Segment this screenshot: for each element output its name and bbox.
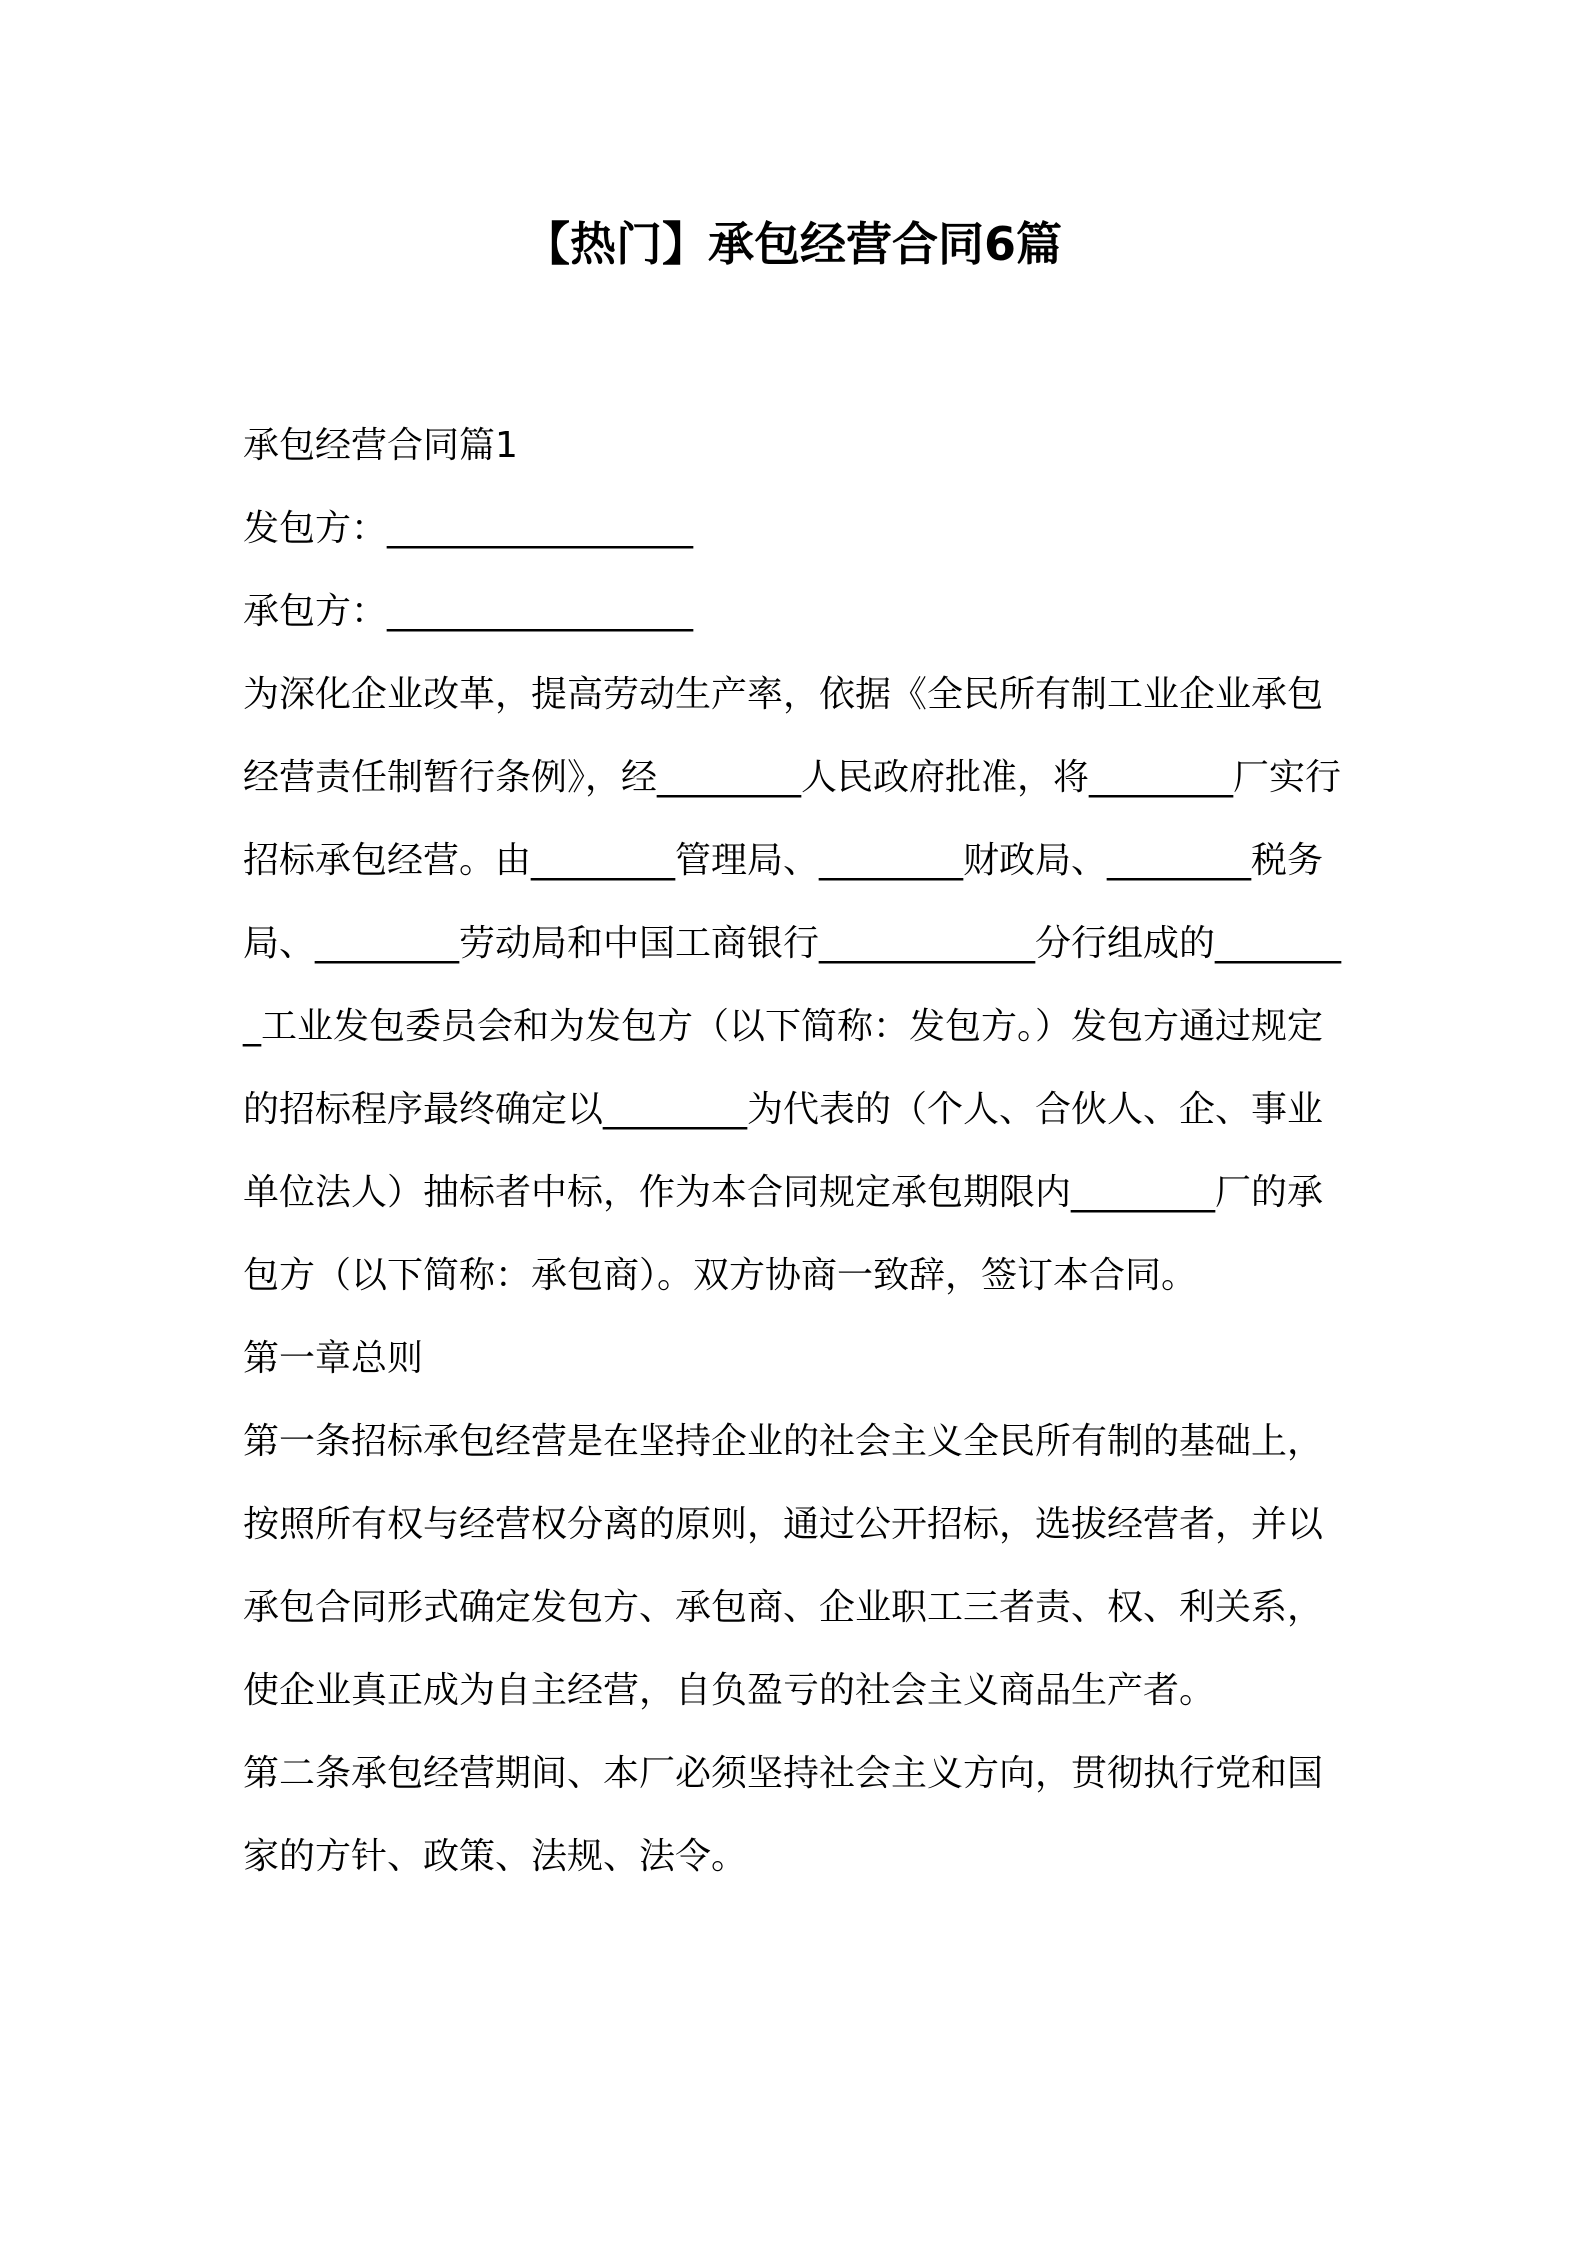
- document-title: 【热门】承包经营合同6篇: [523, 217, 1062, 271]
- article-1: 第一条招标承包经营是在坚持企业的社会主义全民所有制的基础上，按照所有权与经营权分离的原则，通过公开招标，选拔经营者，并以承包合同形式确定发包方、承包商、企业职工三者责、权、利关系，使企业真正成为自主经营，自负盈亏的社会主义商品生产者。: [243, 1421, 1324, 1711]
- party-b-line: 承包方：_________________: [243, 591, 694, 632]
- intro-paragraph: 为深化企业改革，提高劳动生产率，依据《全民所有制工业企业承包经营责任制暂行条例》，经________人民政府批准，将________厂实行招标承包经营。由________管理局、________财政局、________税务局、________劳动局和中国工商银行____________分行组成的________工业发包委员会和为发包方（以下简称：发包方。）发包方通过规定的招标程序最终确定以________为代表的（个人、合伙人、企、事业单位法人）抽标者中标，作为本合同规定承包期限内________厂的承包方（以下简称：承包商）。双方协商一致辞，签订本合同。: [243, 674, 1342, 1296]
- document-body: [243, 404, 1355, 1898]
- section-heading: 承包经营合同篇1: [243, 425, 518, 466]
- party-a-line: 发包方：_________________: [243, 508, 694, 549]
- chapter-heading: 第一章总则: [243, 1338, 424, 1379]
- article-2: 第二条承包经营期间、本厂必须坚持社会主义方向，贯彻执行党和国家的方针、政策、法规、法令。: [243, 1753, 1324, 1877]
